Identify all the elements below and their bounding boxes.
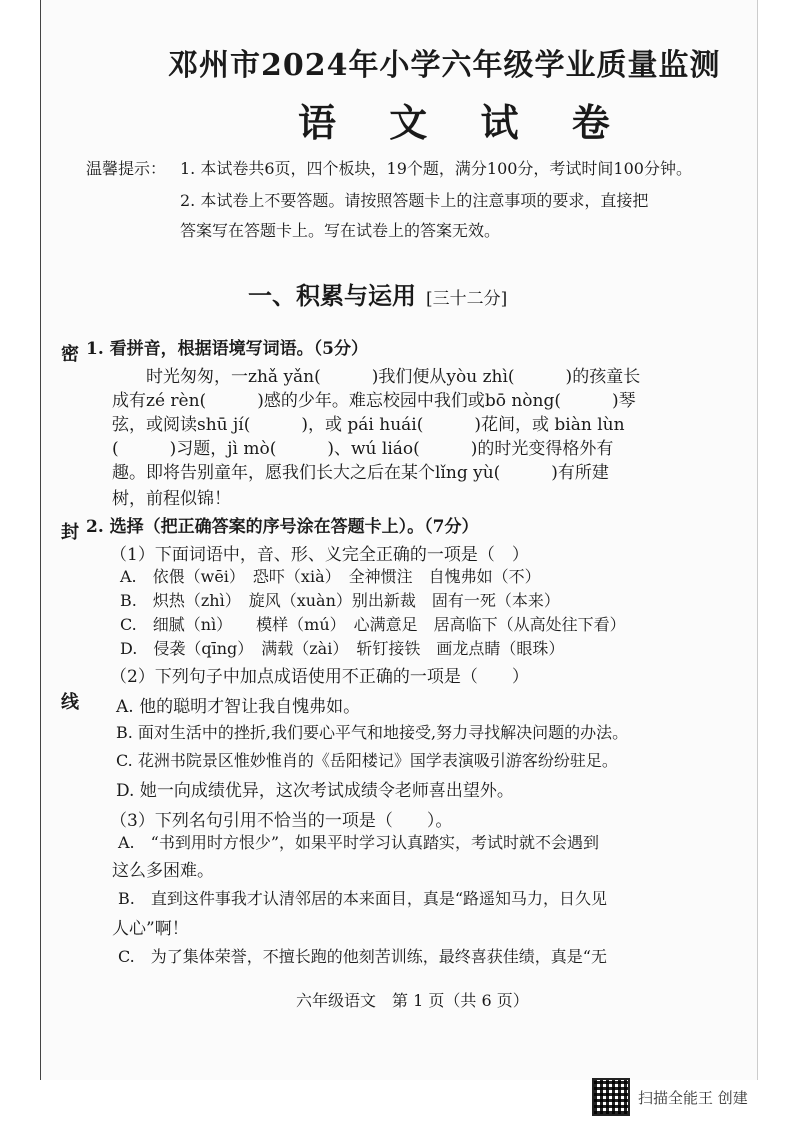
q2-1-option-c: C. 细腻（nì） 模样（mú） 心满意足 居高临下（从高处往下看） xyxy=(120,615,626,634)
exam-subtitle: 语 文 试 卷 xyxy=(298,100,630,145)
q2-3-option-c-line1: C. 为了集体荣誉，不擅长跑的他刻苦训练，最终喜获佳绩，真是“无 xyxy=(118,947,607,966)
q1-line-2: 成有zé rèn( )感的少年。难忘校园中我们或bō nòng( )琴 xyxy=(112,391,636,411)
exam-title: 邓州市2024年小学六年级学业质量监测 xyxy=(168,48,721,83)
q1-line-6: 树，前程似锦！ xyxy=(112,489,231,509)
q2-3-option-b-line2: 人心”啊！ xyxy=(112,919,189,939)
q2-2-option-d: D. 她一向成绩优异，这次考试成绩令老师喜出望外。 xyxy=(116,781,514,801)
q2-1-option-d: D. 侵袭（qīng） 满载（zài） 斩钉接铁 画龙点睛（眼珠） xyxy=(120,639,565,658)
scanner-label: 扫描全能王 创建 xyxy=(638,1088,748,1107)
scanner-watermark xyxy=(592,1078,748,1116)
q2-3-option-b-line1: B. 直到这件事我才认清邻居的本来面目，真是“路遥知马力，日久见 xyxy=(118,889,608,908)
q1-line-4: ( )习题，jì mò( )、wú liáo( )的时光变得格外有 xyxy=(112,439,614,459)
q2-1-stem: （1）下面词语中，音、形、义完全正确的一项是（ ） xyxy=(110,545,529,565)
q2-2-stem: （2）下列句子中加点成语使用不正确的一项是（ ） xyxy=(110,667,529,687)
q1-heading: 1. 看拼音，根据语境写词语。（5分） xyxy=(86,339,368,359)
q2-2-option-b: B. 面对生活中的挫折,我们要心平气和地接受,努力寻找解决问题的办法。 xyxy=(116,723,629,742)
tips-item-1: 1. 本试卷共6页，四个板块，19个题，满分100分，考试时间100分钟。 xyxy=(180,159,692,178)
q2-heading: 2. 选择（把正确答案的序号涂在答题卡上）。（7分） xyxy=(86,517,479,537)
section-title-text: 一、积累与运用 xyxy=(248,281,416,310)
binding-char-xian: 线 xyxy=(61,692,79,713)
section-score: [三十二分] xyxy=(426,289,508,309)
q2-3-option-a-line1: A. “书到用时方恨少”，如果平时学习认真踏实，考试时就不会遇到 xyxy=(118,833,600,852)
q2-2-option-c: C. 花洲书院景区惟妙惟肖的《岳阳楼记》国学表演吸引游客纷纷驻足。 xyxy=(116,751,618,770)
section-title xyxy=(248,276,507,311)
q2-3-option-a-line2: 这么多困难。 xyxy=(112,861,214,881)
tips-item-2a: 2. 本试卷上不要答题。请按照答题卡上的注意事项的要求，直接把 xyxy=(180,191,649,210)
q1-line-1: 时光匆匆，一zhǎ yǎn( )我们便从yòu zhì( )的孩童长 xyxy=(146,367,641,387)
binding-char-mi: 密 xyxy=(61,344,79,365)
binding-char-feng: 封 xyxy=(61,522,79,543)
qr-code-icon xyxy=(592,1078,630,1116)
q1-line-3: 弦，或阅读shū jí( )，或 pái huái( )花间，或 biàn lùn xyxy=(112,415,625,435)
q1-line-5: 趣。即将告别童年，愿我们长大之后在某个lǐng yù( )有所建 xyxy=(112,463,609,483)
q2-3-stem: （3）下列名句引用不恰当的一项是（ ）。 xyxy=(110,811,453,831)
page-footer: 六年级语文 第 1 页（共 6 页） xyxy=(296,991,529,1010)
tips-label: 温馨提示： xyxy=(86,159,167,178)
q2-2-option-a: A. 他的聪明才智让我自愧弗如。 xyxy=(116,697,361,717)
q2-1-option-b: B. 炽热（zhì） 旋风（xuàn）别出新裁 固有一死（本来） xyxy=(120,591,560,610)
tips-item-2b: 答案写在答题卡上。写在试卷上的答案无效。 xyxy=(180,221,501,240)
q2-1-option-a: A. 依偎（wēi） 恐吓（xià） 全神惯注 自愧弗如（不） xyxy=(120,567,541,586)
